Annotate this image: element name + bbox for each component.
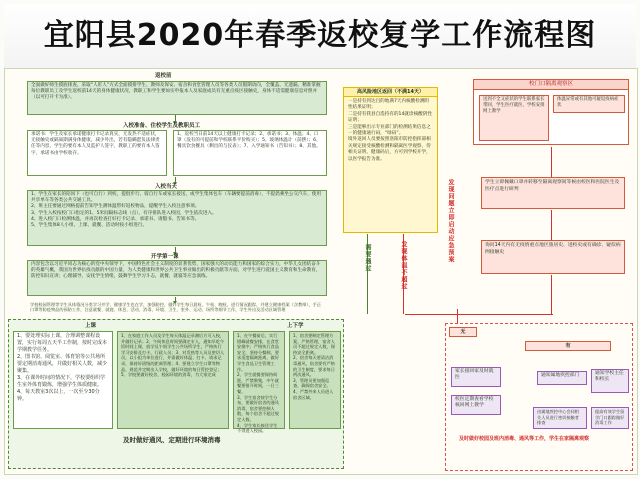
- dorm-box: 1、宿舍要制定管理方案，严格管理，宿舍人员不超过规定人数，保持安全距离。 2、宿舍每天要清洁消毒通风，宿舍要有严格的卫生制度，要求每日两次通风。 3、管理员要加强巡查，确保宿舍安全。 4、严禁外来人员进入宿舍区域。: [289, 331, 341, 429]
- connector-red-h: [405, 314, 553, 315]
- gate-head: 校门口隔离观察区: [474, 80, 628, 90]
- before-box: 全面做好师生摸底排查，采取“人盯人”方式全面摸排学生、教师及保安、宿舍和食堂管理人员等各类人员假期动向，全覆盖、无遗漏，精准掌握每位教职员工及学生返校前14天的身体健康状况，教职工和学生要如实申报本人及家庭成员有无重点疫区接触史，身体不适需健康信息对照并（以可打开卡为准）。: [27, 81, 327, 115]
- high-risk-text: 一是持有到达目的地满7天内核酸检测阴性结果证明； 二是持有我县自选持有的14就诊核酸阴性证明； 三是能够出示专业部门的检测结果信息之一的健康通行码，“绿码”。 境外返回人员要按照洛阳市防控指挥部相关规定接受核酸检测和隔离医学观察，待相关证明、健康码后，方可到学校开学，以医学报告为准。: [348, 99, 432, 162]
- recess-head: 上下学: [287, 323, 304, 329]
- high-risk-box: [343, 87, 438, 233]
- yes-box: 有: [525, 341, 611, 351]
- class-head: 上课: [85, 323, 97, 329]
- no-box: 无: [449, 327, 477, 337]
- section-first-label: 开学第一课: [151, 254, 179, 260]
- result-note: 及时做好校园及班内消毒、通风等工作，学生在家隔离观察: [459, 436, 590, 442]
- arrow-gate-observe: [551, 147, 552, 177]
- section-before-label: 返校前: [155, 73, 172, 79]
- meal-box: 1、在午餐前后，实行错峰就餐安排，在食堂安排中；严格执行食品安全，坚持分餐制，要求适度隔离距离，做好学生食品卫生管理工作。 2、学生就餐要保持间距，严禁聚集，中午就餐要错开时间，一日三餐。 3、学生宿舍按学生分布，要做好宿舍的通风消毒，宿舍要控制人数，每个宿舍不超过规定人数。 4、学生家长接送学生不得进入校园。: [233, 331, 285, 429]
- bottom-summary: 及时做好通风、定期进行环境消毒: [123, 436, 221, 444]
- high-risk-head: 高风险地区返回（不满14天）: [344, 88, 437, 97]
- arrow-judge-yes: [551, 275, 552, 315]
- principal-box: 通知学校主任和校长: [591, 369, 629, 393]
- first-lesson-box: 内容包含以习近平同志为核心的党中央领导下，中国特色社会主义制度的显著优势，国家强大的动员能力和国家的综合实力，中华儿女团结奋斗的英雄气概，我国为世界抗疫贡献的中国力量，为人类健康和世界公共卫生事业做出的积极贡献等方面，对学生进行爱国主义教育和生命教育，防控知识宣讲；心理辅导，安抚学生情绪，鼓舞学生学习斗志，就餐，就寝等应急演练。: [27, 260, 327, 296]
- arrow-judge-no: [457, 309, 458, 323]
- rule-note: 学校校园管理等学生具体情况分类学习并学，健康学生也在学，加强防控，做好学生每日晨检、午检、晚检，进行情况跟踪，并建立健康档案（含教师），手正口罩等防疫物品的预防工作，注意就餐、就寝、休息、活动、消毒、环境、卫生、室外、运动、场所等细节工作，学生外出及活动区域管理: [30, 302, 322, 313]
- recess-rules-box: 1、在家庭工作人员及学生每天体温记录测后方可入校，并做好记录；2、午间休息时间要确定专人，通知早吃午饭时间上课，放学及午间学生公共场所学生，严格执行学习安排及打卡，行政人员；3、对发热等人员及密切人员，以小组为单位进行，并需做好体温、打卡、请求记录，保持好班级的距离管理；4、要建立学生口罩等物品，规范并定期出入学校，做好环境的每日管控登记；5、学校要做好校舍、校园环境的消毒，为大家完成: [117, 331, 229, 429]
- class-box: 1、要处理实际上课，合理调整课程设置，实行每周五天半工作制，按时完成本学期教学任务。 2、图书馆、阅览室、体育馆等公共场所要定期消毒通风，并做好相关人数，减少聚集。 3、在课外时间的情况下，学校要组织学生室外体育锻炼，增强学生体质健康。 4、每天教室3次以上，一次至少30分钟。: [13, 331, 113, 429]
- quarantine-box: 由属地疾控中心会同相关人员进行密切接触者排查: [533, 407, 587, 429]
- flowchart: [4, 68, 638, 475]
- school-day-box: 1、学生在家长的陪同下（也可自行）到校，提倡步行、骑自行车或家长接送，或学生集体包车（车辆要提前消毒），不提倡乘坐公交汽车，使用共享单车等各类公共交通工具。 2、班主任要通过网格提前告知学生测体温带好返校物品，提醒学生入校注意事项。 3、学生入校按校门口指定的1、5米间隔标志线（点），有序排队进入校园，学生依次进入。 4、进入校门口检测体温，并再次检查打好打卡记录、承诺书、请假书、告知书等。 5、学生集体8人小组，上课、就餐、活动时按小组进行。: [27, 190, 327, 246]
- entry-promise-box: 承诺书：学生及家长承诺健康打卡记录真实，无发热不适症状，无接触史或隔离期满身体健康，减少外出，若有隐瞒愿负法律责任等内容，学生的要有本人及监护人签字，教职工的要有本人签字，承诺书由学校收存。: [27, 130, 167, 176]
- arrow-observe-judge: [551, 210, 552, 240]
- pass-label: 需要通过: [364, 244, 371, 272]
- return-box: 校医定期查看学校核回网上教学: [451, 395, 501, 415]
- entry-items-box: 1、返校当日前14天以上健康打卡记录；2、承诺书；3、体温；4、口罩（没有的可提前和学校联系平价购买）；5、玻璃体温计（前摆）；6、餐具饮食餐具（剩出的与仪表）；7、入学通知书（告知书）；8、其他。: [173, 130, 327, 176]
- page-title: 宜阳县2020年春季返校复学工作流程图: [43, 18, 597, 53]
- judge-box: 询问14天内有无疫情重点地区旅居史、进校史或有确诊、疑似病例接触史: [481, 240, 625, 274]
- section-entry-label: 入校准备、住校学生及教职员工: [123, 123, 201, 129]
- report-box: 通知属地疾控部门: [537, 371, 587, 385]
- left-note-box: 送到不全又症状的学生联系家长带回，学生医疗就医，学校安排网上教学: [479, 95, 549, 141]
- observe-box: 学生立即佩戴口罩并转移至隔离观察间等候由校医和医院医生及医疗点进行研判: [481, 177, 625, 209]
- section-school-label: 入校当天: [155, 184, 178, 190]
- home-box: 家长接回家及时就医: [451, 367, 501, 387]
- health-box: 提高有效学生留学门口跟踪做好消毒工作: [591, 407, 629, 429]
- right-note-box: 体温异常或有其他可疑返疫病症状: [553, 95, 625, 113]
- emergency-label: 发现问题立即启动应急预案: [447, 179, 454, 263]
- fail-label: 发现体温不超过: [400, 241, 407, 290]
